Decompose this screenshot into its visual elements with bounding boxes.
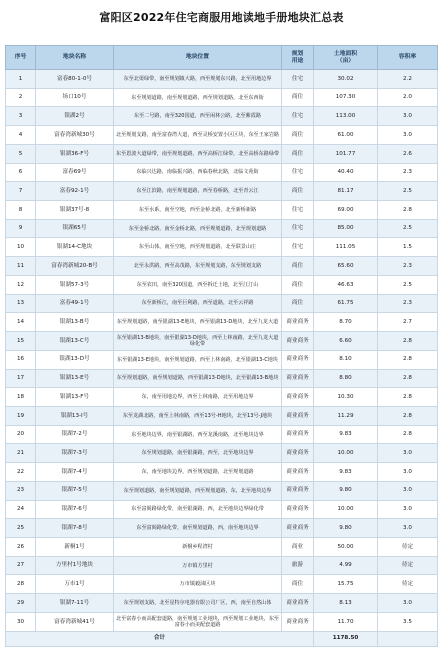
table-row (6, 537, 438, 556)
cell-far: 待定 (378, 556, 438, 575)
cell-name: 富春湾新城41号 (36, 612, 114, 631)
cell-use: 商业商务 (282, 406, 314, 425)
table-row (6, 163, 438, 182)
cell-name: 银湖7-11号 (36, 594, 114, 613)
cell-use: 商业商务 (282, 444, 314, 463)
cell-location: 东至金桥北路，南至金桥北路，西至规划道路，北至规划道路 (114, 219, 282, 238)
cell-name: 新桐1号 (36, 537, 114, 556)
header-far: 容积率 (378, 46, 438, 70)
cell-far: 2.8 (378, 388, 438, 407)
cell-name: 富春92-1号 (36, 182, 114, 201)
table-row (6, 425, 438, 444)
cell-area: 9.83 (314, 463, 378, 482)
table-row (6, 575, 438, 594)
cell-location: 东至银湖13-E地块，南至规划道路，西至上林南路，北至银湖13-C地块 (114, 350, 282, 369)
cell-name: 富春49-1号 (36, 294, 114, 313)
cell-area: 10.00 (314, 500, 378, 519)
cell-area: 8.10 (314, 350, 378, 369)
cell-location: 万市镇方里村 (114, 556, 282, 575)
cell-location: 东至水系，南至空地，西至金桥北路，北至新桥新路 (114, 201, 282, 220)
cell-name: 银湖14-C地块 (36, 238, 114, 257)
cell-far: 3.0 (378, 500, 438, 519)
cell-far: 2.6 (378, 144, 438, 163)
cell-use: 商住 (282, 88, 314, 107)
cell-area: 10.30 (314, 388, 378, 407)
table-row (6, 182, 438, 201)
table-row (6, 70, 438, 89)
table-row (6, 481, 438, 500)
table-row (6, 463, 438, 482)
cell-far: 2.8 (378, 369, 438, 388)
table-row (6, 406, 438, 425)
cell-area: 6.60 (314, 332, 378, 351)
cell-location: 北至规划支路，南至富春湾大道，西至灵桥安置小区区块，东至王家岩路 (114, 126, 282, 145)
cell-use: 商业商务 (282, 612, 314, 631)
cell-location: 东至地块边界，南至银湖路，西至龙溪南路，北至地块边界 (114, 425, 282, 444)
table-row (6, 201, 438, 220)
cell-far: 3.0 (378, 444, 438, 463)
cell-index: 27 (6, 556, 36, 575)
cell-far: 2.2 (378, 70, 438, 89)
cell-name: 银湖7-2号 (36, 425, 114, 444)
cell-far: 2.5 (378, 275, 438, 294)
table-row (6, 519, 438, 538)
table-row (6, 612, 438, 631)
cell-name: 银湖13-E号 (36, 369, 114, 388)
cell-far: 2.8 (378, 406, 438, 425)
cell-index: 20 (6, 425, 36, 444)
cell-location: 东至农田，南至320国道，西至拆迁土地，北至江汀山 (114, 275, 282, 294)
cell-far: 2.3 (378, 163, 438, 182)
cell-location: 东至北渠绿带，南至规划镇大路，西至规划东兴路，北至用地边界 (114, 70, 282, 89)
cell-index: 3 (6, 107, 36, 126)
cell-use: 商业商务 (282, 463, 314, 482)
cell-name: 银湖13-B号 (36, 313, 114, 332)
cell-index: 5 (6, 144, 36, 163)
cell-location: 东，南至地块边界，西至规划道路，北至规划道路 (114, 463, 282, 482)
header-name: 地块名称 (36, 46, 114, 70)
header-row (6, 46, 438, 70)
cell-location: 东至银湖13-B地块，南至银湖13-D地块，西至上林南路，北至九龙大道绿化带 (114, 332, 282, 351)
table-row (6, 388, 438, 407)
cell-area: 101.77 (314, 144, 378, 163)
cell-use: 商业商务 (282, 594, 314, 613)
cell-area: 61.75 (314, 294, 378, 313)
cell-location: 北至富春小而高配套道路，南至规划工业地块，西至规划工业地块，东至富春小而美配套道路 (114, 612, 282, 631)
cell-location: 东至江滨路，南至规划道路，西至春桥路，北至青云江 (114, 182, 282, 201)
cell-use: 住宅 (282, 107, 314, 126)
cell-index: 23 (6, 481, 36, 500)
cell-area: 9.80 (314, 519, 378, 538)
land-summary-table (5, 45, 438, 647)
cell-index: 17 (6, 369, 36, 388)
cell-location: 东至新桥江，南至巨利路，西至道路，北至云祥路 (114, 294, 282, 313)
cell-use: 商住 (282, 182, 314, 201)
cell-far: 3.0 (378, 126, 438, 145)
cell-index: 14 (6, 313, 36, 332)
cell-far: 2.7 (378, 313, 438, 332)
cell-name: 场口10号 (36, 88, 114, 107)
cell-location: 万市镇毅油区块 (114, 575, 282, 594)
cell-far: 2.8 (378, 425, 438, 444)
cell-name: 银湖13-F号 (36, 388, 114, 407)
cell-use: 商业商务 (282, 519, 314, 538)
cell-far: 2.5 (378, 219, 438, 238)
cell-name: 银湖7-6号 (36, 500, 114, 519)
cell-area: 11.29 (314, 406, 378, 425)
cell-area: 8.80 (314, 369, 378, 388)
cell-use: 商业 (282, 537, 314, 556)
cell-area: 107.30 (314, 88, 378, 107)
cell-use: 住宅 (282, 70, 314, 89)
cell-far: 2.8 (378, 350, 438, 369)
cell-name: 富春80-1-0号 (36, 70, 114, 89)
header-index: 序号 (6, 46, 36, 70)
cell-name: 银湖13-I号 (36, 406, 114, 425)
table-row (6, 144, 438, 163)
table-row (6, 313, 438, 332)
cell-name: 银湖7-8号 (36, 519, 114, 538)
cell-location: 东临兴达路，南临振兴路，西临春秋北路，北临文苑街 (114, 163, 282, 182)
cell-area: 46.63 (314, 275, 378, 294)
cell-index: 15 (6, 332, 36, 351)
cell-far: 2.0 (378, 88, 438, 107)
cell-name: 富春湾新城20-B号 (36, 257, 114, 276)
cell-far: 3.0 (378, 481, 438, 500)
cell-area: 40.40 (314, 163, 378, 182)
cell-location: 东，南至用地边界，西至上林南路，北至用地边界 (114, 388, 282, 407)
cell-far: 3.0 (378, 463, 438, 482)
cell-area: 65.60 (314, 257, 378, 276)
cell-far: 3.0 (378, 594, 438, 613)
total-row (6, 631, 438, 646)
cell-use: 商业商务 (282, 500, 314, 519)
cell-name: 方里村1号地块 (36, 556, 114, 575)
cell-location: 东至恩波大道绿带，南至规划道路，西至高桥江绿带，北至高桥东路绿带 (114, 144, 282, 163)
total-label: 合计 (6, 631, 314, 646)
table-row (6, 332, 438, 351)
cell-use: 住宅 (282, 163, 314, 182)
table-row (6, 350, 438, 369)
cell-far: 2.5 (378, 182, 438, 201)
cell-area: 111.05 (314, 238, 378, 257)
total-far (378, 631, 438, 646)
total-area: 1178.50 (314, 631, 378, 646)
cell-index: 6 (6, 163, 36, 182)
cell-use: 商业商务 (282, 481, 314, 500)
cell-index: 13 (6, 294, 36, 313)
cell-area: 81.17 (314, 182, 378, 201)
cell-location: 东至二号路，南至320国道，西至闲林公路，北至紫霞路 (114, 107, 282, 126)
cell-name: 富春湾新城30号 (36, 126, 114, 145)
cell-far: 1.5 (378, 238, 438, 257)
cell-name: 银湖7-4号 (36, 463, 114, 482)
cell-far: 2.3 (378, 294, 438, 313)
cell-name: 富春69号 (36, 163, 114, 182)
header-location: 地块位置 (114, 46, 282, 70)
cell-far: 3.0 (378, 519, 438, 538)
table-row (6, 444, 438, 463)
cell-far: 2.3 (378, 257, 438, 276)
cell-use: 商住 (282, 144, 314, 163)
cell-far: 2.8 (378, 332, 438, 351)
cell-location: 东至山体，南至空地，西至规划道路，北至联景山庄 (114, 238, 282, 257)
cell-name: 银湖7-3号 (36, 444, 114, 463)
cell-area: 85.00 (314, 219, 378, 238)
cell-name: 银湖2号 (36, 107, 114, 126)
cell-use: 商业商务 (282, 369, 314, 388)
cell-name: 银湖37号-8 (36, 201, 114, 220)
cell-index: 1 (6, 70, 36, 89)
cell-area: 69.00 (314, 201, 378, 220)
cell-index: 30 (6, 612, 36, 631)
cell-use: 商业商务 (282, 313, 314, 332)
cell-use: 商住 (282, 126, 314, 145)
table-row (6, 107, 438, 126)
cell-index: 10 (6, 238, 36, 257)
cell-use: 商住 (282, 294, 314, 313)
cell-use: 住宅 (282, 238, 314, 257)
table-row (6, 238, 438, 257)
cell-index: 9 (6, 219, 36, 238)
cell-area: 61.00 (314, 126, 378, 145)
cell-area: 50.00 (314, 537, 378, 556)
cell-area: 8.70 (314, 313, 378, 332)
cell-name: 银湖13-D号 (36, 350, 114, 369)
cell-use: 商住 (282, 575, 314, 594)
cell-index: 24 (6, 500, 36, 519)
cell-far: 3.5 (378, 612, 438, 631)
cell-index: 8 (6, 201, 36, 220)
cell-index: 19 (6, 406, 36, 425)
cell-area: 10.00 (314, 444, 378, 463)
cell-use: 住宅 (282, 201, 314, 220)
cell-location: 东至规划支路，北至星特尔电器有限公司厂区，西，南至自然山体 (114, 594, 282, 613)
cell-index: 21 (6, 444, 36, 463)
cell-location: 东至规划道路，南至规划道路，西至规划道路，北至东西街 (114, 88, 282, 107)
table-row (6, 257, 438, 276)
cell-area: 9.80 (314, 481, 378, 500)
page-title: 富阳区2022年住宅商服用地读地手册地块汇总表 (99, 11, 344, 24)
table-row (6, 294, 438, 313)
table-row (6, 556, 438, 575)
cell-name: 银湖65号 (36, 219, 114, 238)
cell-name: 银湖57-3号 (36, 275, 114, 294)
header-area: 土地面积 （亩） (314, 46, 378, 70)
cell-index: 12 (6, 275, 36, 294)
cell-index: 22 (6, 463, 36, 482)
cell-area: 9.83 (314, 425, 378, 444)
cell-use: 商业商务 (282, 332, 314, 351)
cell-index: 16 (6, 350, 36, 369)
cell-area: 4.99 (314, 556, 378, 575)
cell-index: 26 (6, 537, 36, 556)
table-row (6, 500, 438, 519)
cell-name: 万市1号 (36, 575, 114, 594)
cell-index: 28 (6, 575, 36, 594)
cell-name: 银湖13-C号 (36, 332, 114, 351)
table-row (6, 88, 438, 107)
cell-use: 商业商务 (282, 350, 314, 369)
cell-index: 29 (6, 594, 36, 613)
cell-index: 4 (6, 126, 36, 145)
cell-location: 新桐乡程湾村 (114, 537, 282, 556)
cell-index: 7 (6, 182, 36, 201)
cell-location: 东至规划道路，南至银湖13-E地块，西至银湖13-D地块，北至九龙大道 (114, 313, 282, 332)
cell-location: 东至规划道路，南至银湖路，西至，北至地块边界 (114, 444, 282, 463)
cell-location: 东至规划道路，南至规划道路，西至规划道路，东，北至地块边界 (114, 481, 282, 500)
table-row (6, 594, 438, 613)
cell-use: 商业商务 (282, 425, 314, 444)
cell-name: 银湖7-5号 (36, 481, 114, 500)
cell-far: 待定 (378, 537, 438, 556)
table-row (6, 219, 438, 238)
cell-use: 商住 (282, 275, 314, 294)
cell-location: 东至富阁路绿化带，南至银湖路，西，北至地块边界绿化带 (114, 500, 282, 519)
cell-location: 东至龙湖北路，南至上林南路，西至13号-H地块，北至13号-J地块 (114, 406, 282, 425)
cell-index: 18 (6, 388, 36, 407)
table-row (6, 126, 438, 145)
cell-name: 银湖36-F号 (36, 144, 114, 163)
cell-area: 11.70 (314, 612, 378, 631)
cell-location: 东至富阁路绿化带，南至规划道路，西，南至地块边界 (114, 519, 282, 538)
cell-use: 商住 (282, 257, 314, 276)
cell-area: 30.02 (314, 70, 378, 89)
cell-use: 住宅 (282, 219, 314, 238)
cell-area: 113.00 (314, 107, 378, 126)
cell-use: 商业商务 (282, 388, 314, 407)
cell-use: 旅游 (282, 556, 314, 575)
cell-area: 15.75 (314, 575, 378, 594)
cell-area: 8.13 (314, 594, 378, 613)
cell-index: 11 (6, 257, 36, 276)
cell-far: 3.0 (378, 107, 438, 126)
header-use: 规划 用途 (282, 46, 314, 70)
cell-index: 2 (6, 88, 36, 107)
table-row (6, 369, 438, 388)
table-row (6, 275, 438, 294)
cell-location: 北至永洪路，西至高茂路，东至规划支路，东至规划支路 (114, 257, 282, 276)
cell-location: 东至规划道路，南至规划道路，西至银湖13-D地块，北至银湖13-B地块 (114, 369, 282, 388)
cell-far: 2.8 (378, 201, 438, 220)
cell-far: 待定 (378, 575, 438, 594)
cell-index: 25 (6, 519, 36, 538)
